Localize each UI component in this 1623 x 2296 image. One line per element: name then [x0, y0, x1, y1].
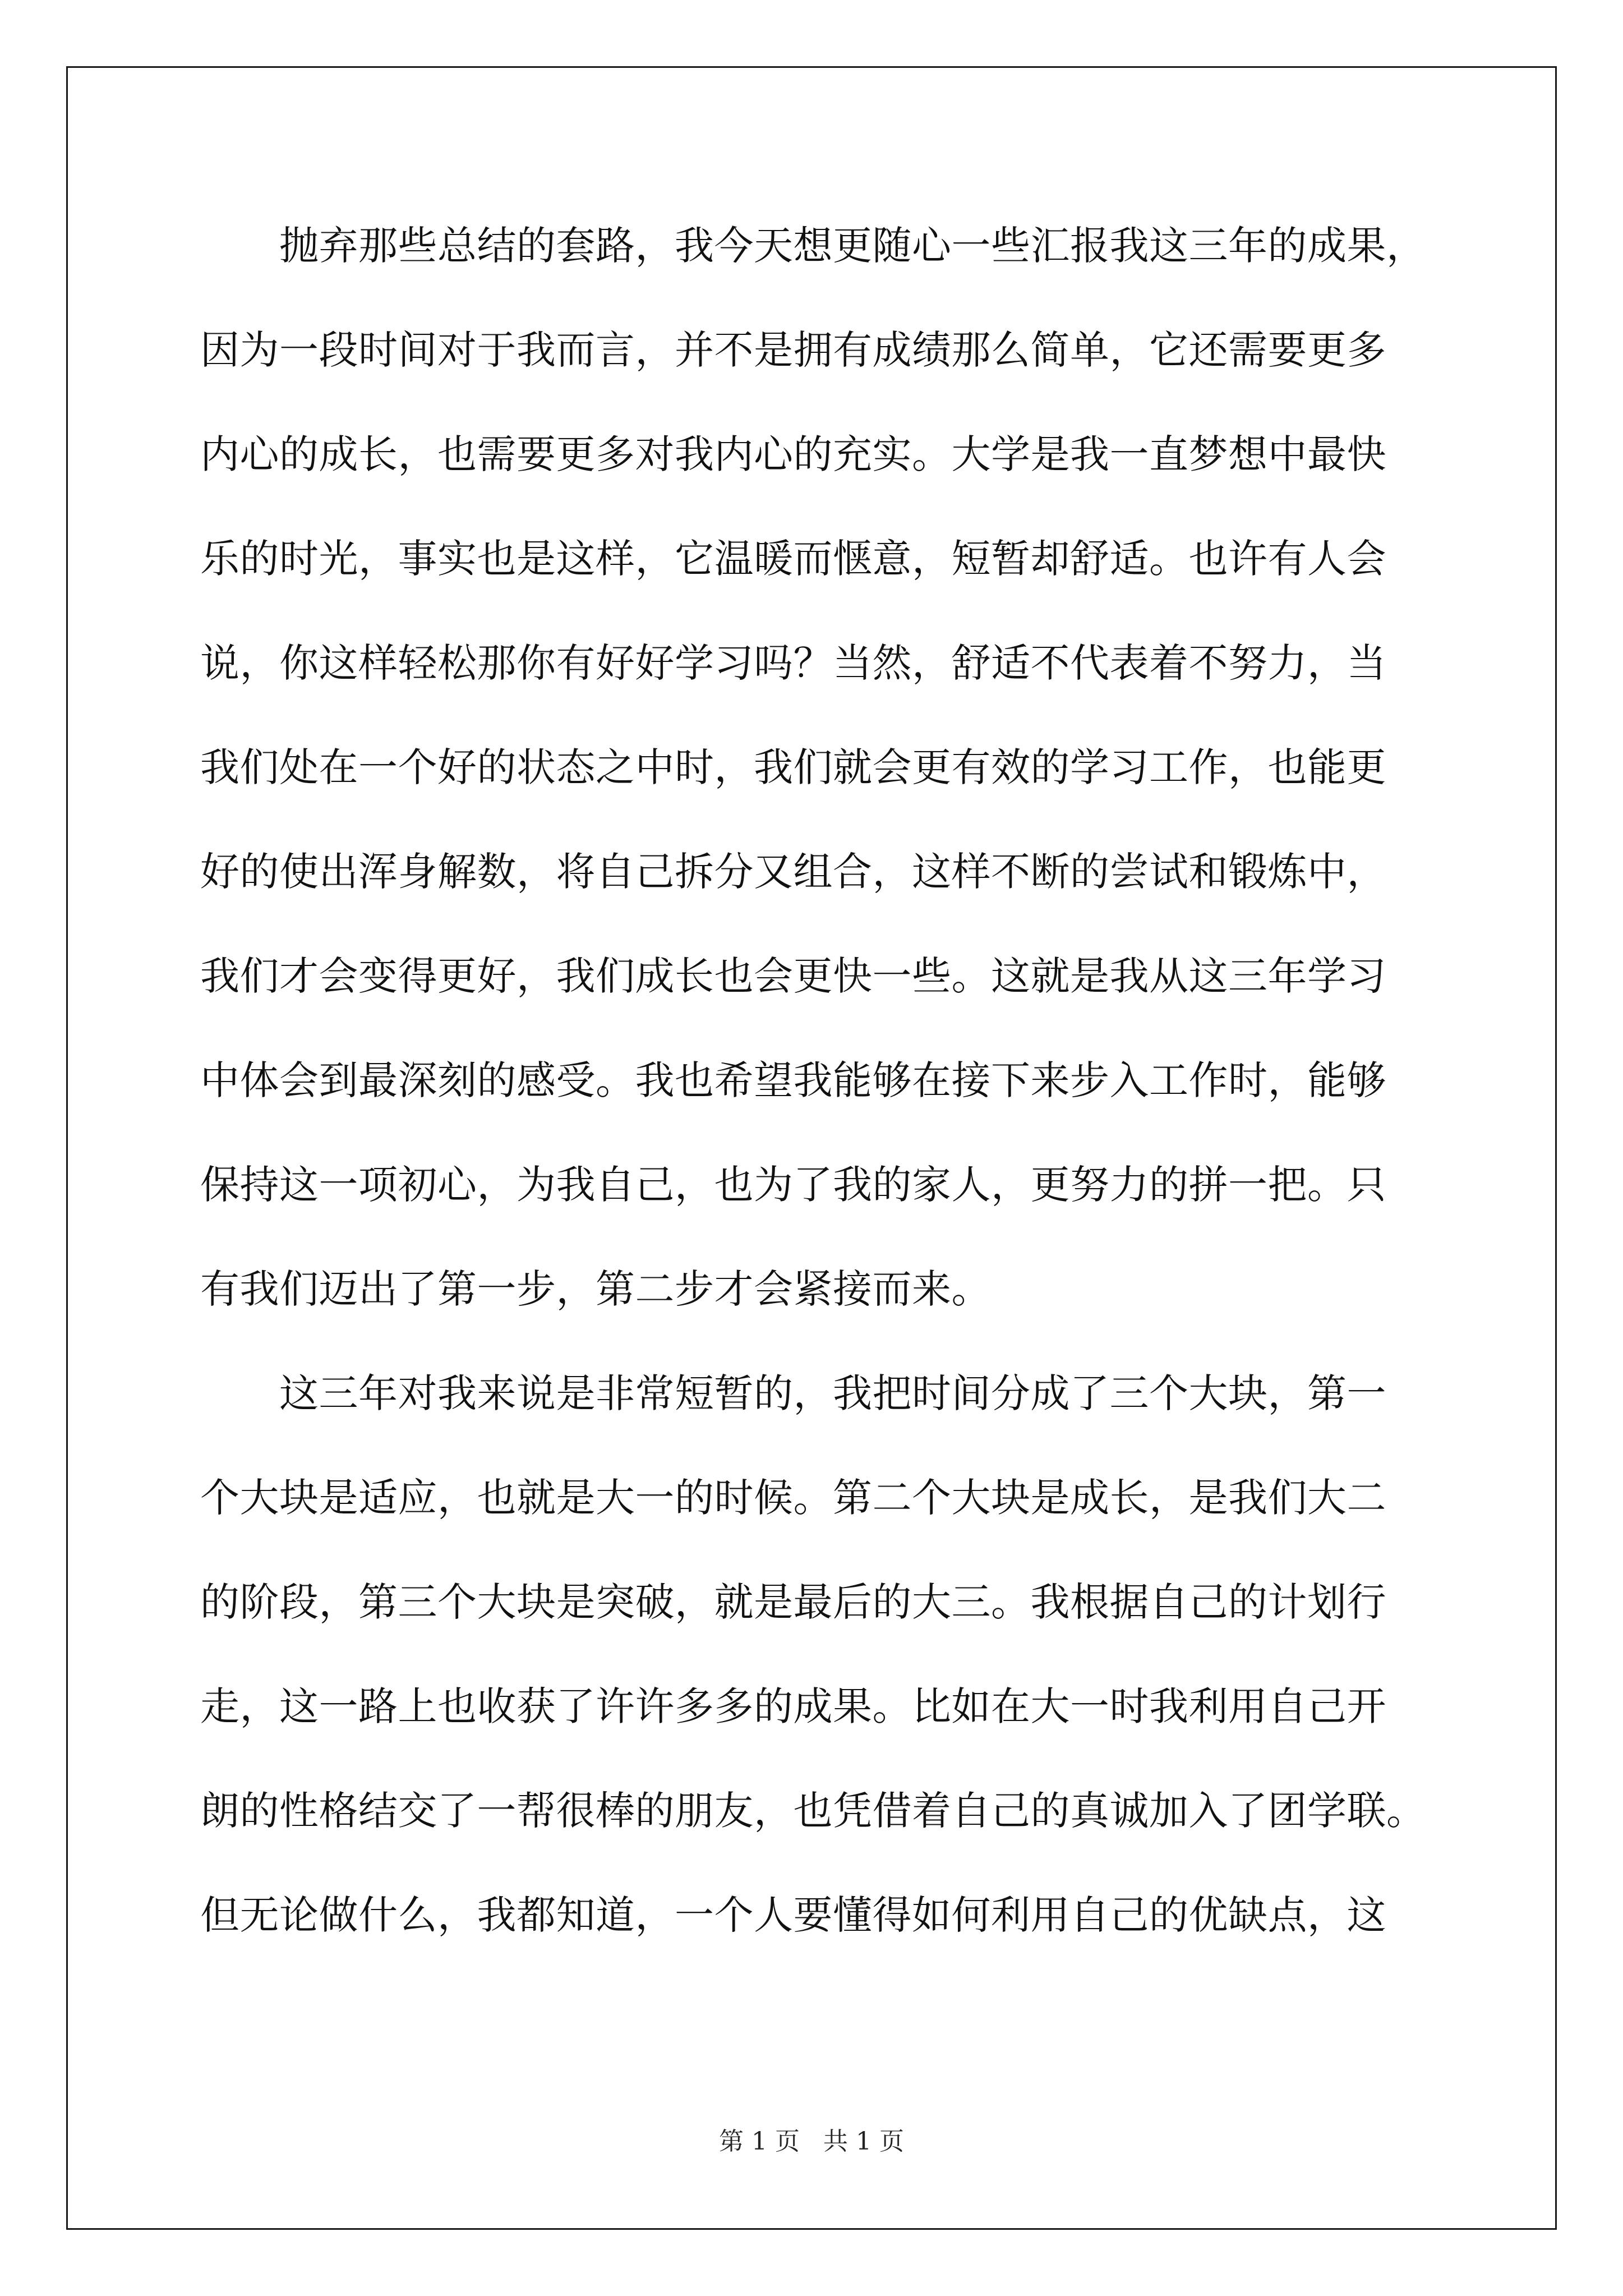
page-number: 第 1 页 [719, 2127, 800, 2156]
page-total: 共 1 页 [823, 2127, 904, 2156]
text-line: 乐的时光，事实也是这样，它温暖而惬意，短暂却舒适。也许有人会 [200, 536, 1386, 582]
text-line: 好的使出浑身解数，将自己拆分又组合，这样不断的尝试和锻炼中， [200, 849, 1386, 895]
text-line: 有我们迈出了第一步，第二步才会紧接而来。 [200, 1266, 991, 1312]
text-line: 我们才会变得更好，我们成长也会更快一些。这就是我从这三年学习 [200, 953, 1386, 999]
text-line: 个大块是适应，也就是大一的时候。第二个大块是成长，是我们大二 [200, 1475, 1386, 1521]
text-line: 抛弃那些总结的套路，我今天想更随心一些汇报我这三年的成果， [200, 223, 1426, 269]
text-line: 的阶段，第三个大块是突破，就是最后的大三。我根据自己的计划行 [200, 1579, 1386, 1625]
text-line: 中体会到最深刻的感受。我也希望我能够在接下来步入工作时，能够 [200, 1057, 1386, 1103]
page-footer [0, 2125, 1623, 2159]
text-line: 但无论做什么，我都知道，一个人要懂得如何利用自己的优缺点，这 [200, 1892, 1386, 1938]
text-line: 因为一段时间对于我而言，并不是拥有成绩那么简单，它还需要更多 [200, 327, 1386, 373]
text-line: 内心的成长，也需要更多对我内心的充实。大学是我一直梦想中最快 [200, 431, 1386, 477]
text-line: 朗的性格结交了一帮很棒的朋友，也凭借着自己的真诚加入了团学联。 [200, 1788, 1426, 1834]
text-line: 保持这一项初心，为我自己，也为了我的家人，更努力的拼一把。只 [200, 1162, 1386, 1208]
text-line: 我们处在一个好的状态之中时，我们就会更有效的学习工作，也能更 [200, 744, 1386, 790]
text-line: 这三年对我来说是非常短暂的，我把时间分成了三个大块，第一 [200, 1370, 1386, 1416]
text-line: 说，你这样轻松那你有好好学习吗？当然，舒适不代表着不努力，当 [200, 640, 1386, 686]
text-line: 走，这一路上也收获了许许多多的成果。比如在大一时我利用自己开 [200, 1683, 1386, 1729]
